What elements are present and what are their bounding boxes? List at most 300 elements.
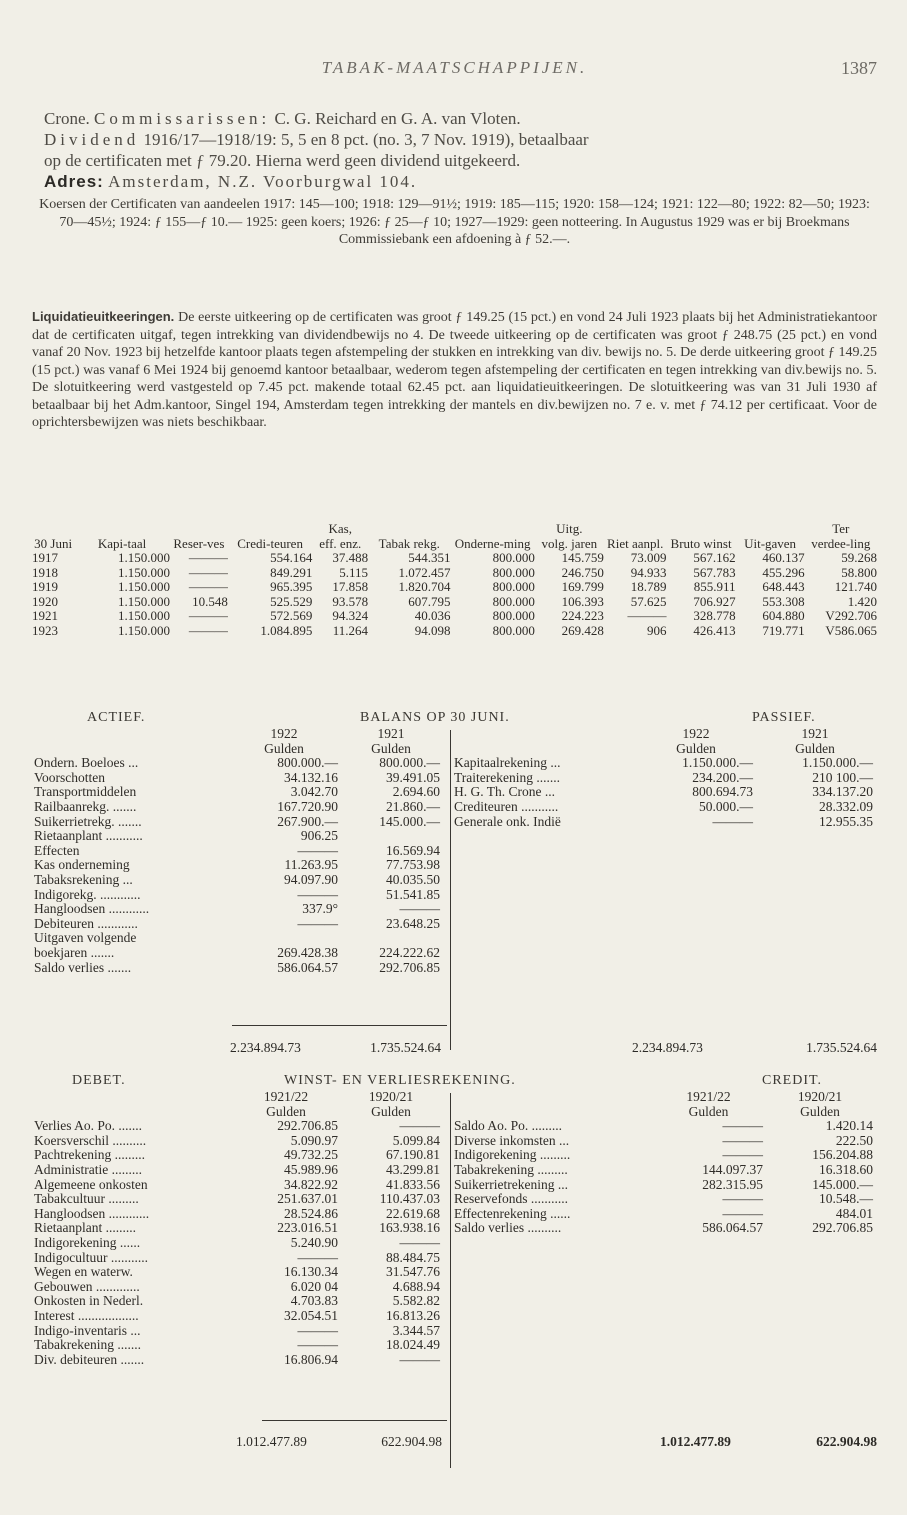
row-value: ——— bbox=[722, 1191, 763, 1207]
stats-year: 1923 bbox=[32, 622, 58, 638]
row-label: Indigorekening ...... bbox=[34, 1234, 141, 1250]
row-label: Tabakrekening ....... bbox=[34, 1337, 142, 1353]
row-value: 167.720.90 bbox=[277, 798, 338, 814]
winst-right-total-b: 622.904.98 bbox=[816, 1434, 877, 1449]
row-value: ——— bbox=[722, 1132, 763, 1148]
row-label: Effectenrekening ...... bbox=[454, 1205, 571, 1221]
stats-row bbox=[32, 624, 877, 639]
row-label: Suikerrietrekening ... bbox=[454, 1176, 568, 1192]
balans-actief-row bbox=[34, 756, 444, 771]
balans-passief-row bbox=[454, 815, 877, 830]
stats-value: ——— bbox=[188, 608, 228, 623]
commissioners-label: Commissarissen: bbox=[94, 109, 271, 128]
stats-value: 37.488 bbox=[332, 550, 369, 565]
stats-value: 1.150.000 bbox=[117, 593, 170, 609]
row-value: 6.020 04 bbox=[290, 1278, 338, 1294]
balans-actief-row bbox=[34, 931, 444, 946]
row-value: 1.420.14 bbox=[825, 1118, 873, 1134]
row-label: Tabaksrekening ... bbox=[34, 871, 133, 887]
winst-title: WINST- EN VERLIESREKENING. bbox=[284, 1073, 516, 1088]
row-value: 28.332.09 bbox=[819, 798, 873, 814]
row-value: 45.989.96 bbox=[284, 1161, 338, 1177]
balans-right-total-a: 2.234.894.73 bbox=[632, 1040, 703, 1055]
running-title: TABAK-MAATSCHAPPIJEN. bbox=[321, 58, 588, 77]
row-label: Indigo-inventaris ... bbox=[34, 1322, 141, 1338]
balans-actief-row bbox=[34, 888, 444, 903]
row-value: 16.130.34 bbox=[284, 1264, 338, 1280]
row-label: Debiteuren ............ bbox=[34, 915, 138, 931]
balans-actief-table bbox=[34, 727, 444, 975]
stats-value: 106.393 bbox=[561, 593, 604, 609]
row-value: 5.582.82 bbox=[392, 1293, 440, 1309]
stats-value: 607.795 bbox=[408, 593, 451, 609]
winst-left-total-a: 1.012.477.89 bbox=[236, 1434, 307, 1449]
stats-value: 269.428 bbox=[561, 622, 604, 638]
row-value: 586.064.57 bbox=[702, 1220, 763, 1236]
stats-header-cell: Uit-gaven bbox=[744, 535, 797, 551]
row-value bbox=[230, 931, 342, 946]
row-label: boekjaren ....... bbox=[34, 944, 115, 960]
row-value: 224.222.62 bbox=[379, 944, 440, 960]
year-col-b: 1920/21 bbox=[797, 1089, 843, 1104]
balans-passief-row bbox=[454, 785, 877, 800]
stats-value: 40.036 bbox=[414, 608, 451, 623]
stats-value: 567.162 bbox=[693, 550, 736, 565]
winst-debet-row bbox=[34, 1251, 444, 1266]
balans-passief-row bbox=[454, 756, 877, 771]
row-label: Uitgaven volgende bbox=[34, 930, 137, 946]
row-value: 163.938.16 bbox=[379, 1220, 440, 1236]
row-label: Hangloodsen ............ bbox=[34, 1205, 150, 1221]
stats-header-cell bbox=[170, 522, 228, 537]
stats-value: 224.223 bbox=[561, 608, 604, 623]
stats-header-cell bbox=[368, 522, 450, 537]
row-value: 40.035.50 bbox=[386, 871, 440, 887]
row-value: 16.806.94 bbox=[284, 1351, 338, 1367]
row-value: 49.732.25 bbox=[284, 1147, 338, 1163]
row-value: 41.833.56 bbox=[386, 1176, 440, 1192]
year-col-b: 1920/21 bbox=[368, 1089, 414, 1104]
stats-header-cell bbox=[450, 522, 534, 537]
winst-credit-row bbox=[454, 1148, 877, 1163]
passief-title: PASSIEF. bbox=[752, 710, 816, 725]
stats-value: ——— bbox=[188, 622, 228, 638]
winst-debet-row bbox=[34, 1265, 444, 1280]
row-value: 32.054.51 bbox=[284, 1307, 338, 1323]
page-number: 1387 bbox=[841, 58, 877, 78]
row-label: Suikerrietrekg. ....... bbox=[34, 813, 142, 829]
stats-header-cell: Tabak rekg. bbox=[378, 535, 440, 551]
row-value: 800.000.— bbox=[277, 755, 338, 771]
row-value bbox=[342, 931, 444, 946]
debet-title: DEBET. bbox=[72, 1073, 126, 1088]
row-label: Diverse inkomsten ... bbox=[454, 1132, 570, 1148]
row-value: ——— bbox=[297, 886, 338, 902]
row-value: ——— bbox=[297, 842, 338, 858]
stats-header-cell bbox=[604, 522, 667, 537]
winst-credit-row bbox=[454, 1134, 877, 1149]
running-header bbox=[32, 58, 877, 82]
row-value: 16.813.26 bbox=[386, 1307, 440, 1323]
winst-debet-row bbox=[34, 1324, 444, 1339]
row-label: Voorschotten bbox=[34, 769, 105, 785]
stats-header-cell: Reser-ves bbox=[173, 535, 225, 551]
winst-debet-row bbox=[34, 1221, 444, 1236]
stats-value: 553.308 bbox=[762, 593, 805, 609]
stats-value: 800.000 bbox=[492, 608, 535, 623]
stats-value: 93.578 bbox=[332, 593, 369, 609]
row-value: 145.000.— bbox=[812, 1176, 873, 1192]
unit-col-b: Gulden bbox=[800, 1103, 840, 1119]
stats-value: 73.009 bbox=[630, 550, 667, 565]
stats-value: 719.771 bbox=[762, 622, 805, 638]
stats-value: 1.150.000 bbox=[117, 564, 170, 580]
stats-header-cell: Onderne-ming bbox=[454, 535, 531, 551]
stats-header-cell bbox=[228, 522, 313, 537]
balans-actief-row bbox=[34, 771, 444, 786]
stats-value: 648.443 bbox=[762, 579, 805, 594]
balans-left-rule bbox=[232, 1025, 447, 1026]
stats-value: ——— bbox=[188, 550, 228, 565]
row-value: ——— bbox=[722, 1118, 763, 1134]
stats-value: 1.150.000 bbox=[117, 579, 170, 594]
address-line bbox=[44, 171, 877, 192]
row-value: 337.9° bbox=[302, 901, 338, 917]
stats-header-cell: Uitg. bbox=[556, 521, 583, 536]
winst-debet-row bbox=[34, 1207, 444, 1222]
row-value: 334.137.20 bbox=[812, 784, 873, 800]
credit-title: CREDIT. bbox=[762, 1073, 823, 1088]
row-value: 43.299.81 bbox=[386, 1161, 440, 1177]
stats-value: 1.420 bbox=[847, 593, 877, 609]
row-value: 251.637.01 bbox=[277, 1191, 338, 1207]
row-value: 156.204.88 bbox=[812, 1147, 873, 1163]
stats-value: 17.858 bbox=[332, 579, 369, 594]
year-col-b: 1921 bbox=[377, 726, 405, 741]
row-value: 144.097.37 bbox=[702, 1161, 763, 1177]
row-label: Hangloodsen ............ bbox=[34, 901, 150, 917]
stats-value: 58.800 bbox=[841, 564, 877, 580]
stats-value: 800.000 bbox=[492, 622, 535, 638]
row-label: Saldo verlies .......... bbox=[454, 1220, 562, 1236]
stats-year: 1921 bbox=[32, 608, 58, 623]
row-value: ——— bbox=[297, 1337, 338, 1353]
balans-actief-row bbox=[34, 785, 444, 800]
address-label: Adres: bbox=[44, 172, 104, 191]
row-value: 222.50 bbox=[835, 1132, 873, 1148]
winst-debet-row bbox=[34, 1148, 444, 1163]
stats-header-cell: verdee-ling bbox=[811, 535, 871, 551]
row-value: ——— bbox=[297, 915, 338, 931]
balans-passief-row bbox=[454, 800, 877, 815]
balans-actief-row bbox=[34, 858, 444, 873]
row-value: 67.190.81 bbox=[386, 1147, 440, 1163]
stats-value: 145.759 bbox=[561, 550, 604, 565]
balans-actief-row bbox=[34, 961, 444, 976]
row-label: Transportmiddelen bbox=[34, 784, 137, 800]
winst-credit-table bbox=[454, 1090, 877, 1236]
row-label: Interest .................. bbox=[34, 1307, 139, 1323]
row-label: Indigorekg. ............ bbox=[34, 886, 141, 902]
stats-value: 94.324 bbox=[332, 608, 369, 623]
stats-value: 59.268 bbox=[841, 550, 877, 565]
stats-value: V292.706 bbox=[825, 608, 877, 623]
winst-credit-row bbox=[454, 1178, 877, 1193]
row-value: 282.315.95 bbox=[702, 1176, 763, 1192]
row-label: Kas onderneming bbox=[34, 857, 130, 873]
stats-value: 94.098 bbox=[414, 622, 451, 638]
row-value: 34.822.92 bbox=[284, 1176, 338, 1192]
row-value: 4.688.94 bbox=[392, 1278, 440, 1294]
row-label: Wegen en waterw. bbox=[34, 1264, 133, 1280]
row-label: Administratie ......... bbox=[34, 1161, 142, 1177]
stats-header-cell: eff. enz. bbox=[319, 535, 362, 551]
winst-credit-row bbox=[454, 1192, 877, 1207]
row-value bbox=[342, 829, 444, 844]
stats-value: 246.750 bbox=[561, 564, 604, 580]
stats-value: 525.529 bbox=[270, 593, 313, 609]
winst-debet-row bbox=[34, 1163, 444, 1178]
year-col-a: 1921/22 bbox=[263, 1089, 309, 1104]
row-value: 5.099.84 bbox=[392, 1132, 440, 1148]
balans-divider bbox=[450, 730, 451, 1050]
winst-debet-row bbox=[34, 1119, 444, 1134]
stats-value: 800.000 bbox=[492, 593, 535, 609]
row-label: Div. debiteuren ....... bbox=[34, 1351, 145, 1367]
stats-value: 800.000 bbox=[492, 579, 535, 594]
stats-year: 1917 bbox=[32, 550, 58, 565]
row-value: 292.706.85 bbox=[277, 1118, 338, 1134]
balans-passief-row bbox=[454, 771, 877, 786]
row-value: ——— bbox=[399, 1351, 440, 1367]
row-value: 110.437.03 bbox=[379, 1191, 440, 1207]
stats-value: 572.569 bbox=[270, 608, 313, 623]
stats-row bbox=[32, 595, 877, 610]
row-value: 12.955.35 bbox=[819, 813, 873, 829]
row-value: 145.000.— bbox=[379, 813, 440, 829]
row-value: 3.344.57 bbox=[392, 1322, 440, 1338]
row-value: 16.318.60 bbox=[819, 1161, 873, 1177]
row-value: 267.900.— bbox=[277, 813, 338, 829]
stats-value: 169.799 bbox=[561, 579, 604, 594]
row-value: 223.016.51 bbox=[277, 1220, 338, 1236]
balans-actief-row bbox=[34, 873, 444, 888]
balans-actief-row bbox=[34, 902, 444, 917]
row-value: ——— bbox=[399, 1118, 440, 1134]
stats-value: 849.291 bbox=[270, 564, 313, 580]
winst-debet-table bbox=[34, 1090, 444, 1367]
stats-header-cell: 30 Juni bbox=[34, 535, 73, 551]
stats-value: V586.065 bbox=[825, 622, 877, 638]
winst-debet-row bbox=[34, 1192, 444, 1207]
stats-value: 18.789 bbox=[630, 579, 667, 594]
commissioners-text: C. G. Reichard en G. A. van Vloten. bbox=[274, 109, 521, 128]
balans-actief-row bbox=[34, 946, 444, 961]
stats-value: 800.000 bbox=[492, 550, 535, 565]
stats-value: 460.137 bbox=[762, 550, 805, 565]
stats-value: 1.150.000 bbox=[117, 608, 170, 623]
stats-value: 1.072.457 bbox=[398, 564, 451, 580]
unit-col-b: Gulden bbox=[371, 740, 411, 756]
row-value: 18.024.49 bbox=[386, 1337, 440, 1353]
winst-credit-row bbox=[454, 1163, 877, 1178]
stats-value: 57.625 bbox=[630, 593, 667, 609]
row-value: 94.097.90 bbox=[284, 871, 338, 887]
winst-credit-row bbox=[454, 1207, 877, 1222]
row-value: ——— bbox=[297, 1249, 338, 1265]
row-value: 50.000.— bbox=[699, 798, 753, 814]
stats-header-cell: Kapi-taal bbox=[97, 535, 147, 551]
stats-value: 10.548 bbox=[192, 593, 228, 609]
dividend-label: Dividend bbox=[44, 130, 140, 149]
stats-value: 1.820.704 bbox=[398, 579, 451, 594]
dividend-text: 1916/17—1918/19: 5, 5 en 8 pct. (no. 3, 7 Nov. 1919), betaalbaar bbox=[143, 130, 589, 149]
row-value: 5.090.97 bbox=[290, 1132, 338, 1148]
year-col-a: 1921/22 bbox=[686, 1089, 731, 1104]
liquidatie-block bbox=[32, 308, 877, 432]
row-value: ——— bbox=[297, 1322, 338, 1338]
stats-value: 1.150.000 bbox=[117, 550, 170, 565]
row-label: Reservefonds ........... bbox=[454, 1191, 568, 1207]
unit-col-a: Gulden bbox=[688, 1103, 729, 1119]
stats-value: 906 bbox=[647, 622, 667, 638]
balans-title: BALANS OP 30 JUNI. bbox=[360, 710, 510, 725]
row-label: Traiterekening ....... bbox=[454, 769, 560, 785]
winst-debet-row bbox=[34, 1309, 444, 1324]
stats-header-row bbox=[32, 522, 877, 537]
winst-debet-row bbox=[34, 1280, 444, 1295]
unit-col-b: Gulden bbox=[795, 740, 835, 756]
balans-passief-table bbox=[454, 727, 877, 829]
stats-header-cell bbox=[74, 522, 170, 537]
dividend-continuation: op de certificaten met ƒ 79.20. Hierna werd geen dividend uitgekeerd. bbox=[44, 151, 521, 170]
row-label: Railbaanrekg. ....... bbox=[34, 798, 137, 814]
stats-value: 455.296 bbox=[762, 564, 805, 580]
actief-title: ACTIEF. bbox=[87, 710, 146, 725]
balans-actief-row bbox=[34, 800, 444, 815]
row-label: Ondern. Boeloes ... bbox=[34, 755, 139, 771]
row-value: 10.548.— bbox=[819, 1191, 873, 1207]
liquidatie-text: De eerste uitkeering op de certificaten was groot ƒ 149.25 (15 pct.) en vond 24 Juli 1923 plaats bij het Administratiekantoor dat de certificaten uitgaf, tegen intrekking van dividendbewijs no 4. De tweede uitkeering op de certificaten was groot ƒ 248.75 (25 pct.) en vond vanaf 20 Nov. 1923 bij hetzelfde kantoor plaats tegen afstempeling der stukken en intrekking van div. bewijs no. 5. De derde uitkeering groot ƒ 149.25 (15 pct.) was vanaf 6 Mei 1924 bij genoemd kantoor betaalbaar, wederom tegen afstempeling der certificaten en tegen intrekking van div.bewijs no. 5. De slotuitkeering werd vastgesteld op 7.45 pct. makende totaal 62.45 pct. aan liquidatieuitkeeringen. De slotuitkeering was van 31 Juli 1930 af betaalbaar bij het Adm.kantoor, Singel 194, Amsterdam tegen intrekking der mantels en div.bewijzen no. 7 e. v. met ƒ 74.12 per certificaat. Voor de oprichtersbewijzen was niets beschikbaar. bbox=[32, 310, 878, 430]
row-label: Effecten bbox=[34, 842, 80, 858]
row-value: 23.648.25 bbox=[386, 915, 440, 931]
row-value: 210 100.— bbox=[812, 769, 873, 785]
row-value: 4.703.83 bbox=[290, 1293, 338, 1309]
dividend-line bbox=[44, 129, 877, 150]
row-value: 21.860.— bbox=[386, 798, 440, 814]
stats-value: 94.933 bbox=[630, 564, 667, 580]
koersen-block bbox=[32, 196, 877, 249]
stats-header-cell: Bruto winst bbox=[670, 535, 732, 551]
balans-actief-row bbox=[34, 829, 444, 844]
intro-block bbox=[44, 108, 877, 192]
unit-col-b: Gulden bbox=[371, 1103, 411, 1119]
winst-debet-row bbox=[34, 1294, 444, 1309]
row-value: 292.706.85 bbox=[812, 1220, 873, 1236]
row-value: 39.491.05 bbox=[386, 769, 440, 785]
row-label: Rietaanplant ........... bbox=[34, 828, 143, 844]
stats-value: 1.084.895 bbox=[260, 622, 313, 638]
balans-actief-row bbox=[34, 844, 444, 859]
stats-value: 567.783 bbox=[693, 564, 736, 580]
line-prefix: Crone. bbox=[44, 109, 90, 128]
stats-value: ——— bbox=[188, 579, 228, 594]
row-label: Algemeene onkosten bbox=[34, 1176, 148, 1192]
row-label: Verlies Ao. Po. ....... bbox=[34, 1118, 142, 1134]
winst-debet-row bbox=[34, 1178, 444, 1193]
row-value: ——— bbox=[399, 1234, 440, 1250]
stats-header-cell bbox=[667, 522, 736, 537]
balans-actief-row bbox=[34, 917, 444, 932]
winst-credit-row bbox=[454, 1119, 877, 1134]
stats-value: 5.115 bbox=[339, 564, 369, 580]
unit-col-a: Gulden bbox=[266, 1103, 306, 1119]
address-text: Amsterdam, N.Z. Voorburgwal 104. bbox=[108, 172, 418, 191]
stats-row bbox=[32, 566, 877, 581]
liquidatie-paragraph bbox=[32, 308, 877, 432]
winst-divider bbox=[450, 1093, 451, 1468]
row-value: 292.706.85 bbox=[379, 959, 440, 975]
winst-right-total-a: 1.012.477.89 bbox=[660, 1434, 731, 1449]
row-label: Tabakcultuur ......... bbox=[34, 1191, 139, 1207]
stats-value: 426.413 bbox=[693, 622, 736, 638]
balans-left-total-b: 1.735.524.64 bbox=[370, 1040, 441, 1055]
row-value: 1.150.000.— bbox=[682, 755, 753, 771]
row-value: 484.01 bbox=[835, 1205, 873, 1221]
row-label: Tabakrekening ......... bbox=[454, 1161, 568, 1177]
year-col-a: 1922 bbox=[682, 726, 710, 741]
row-value: 5.240.90 bbox=[290, 1234, 338, 1250]
row-value: 16.569.94 bbox=[386, 842, 440, 858]
statistics-table bbox=[32, 522, 877, 638]
row-value: 906.25 bbox=[300, 828, 338, 844]
stats-value: 706.927 bbox=[693, 593, 736, 609]
winst-left-total-b: 622.904.98 bbox=[381, 1434, 442, 1449]
stats-value: 328.778 bbox=[693, 608, 736, 623]
stats-header-cell: Riet aanpl. bbox=[607, 535, 664, 551]
stats-header-cell bbox=[736, 522, 805, 537]
row-value: 1.150.000.— bbox=[802, 755, 873, 771]
row-value: 3.042.70 bbox=[290, 784, 338, 800]
row-label: Saldo Ao. Po. ......... bbox=[454, 1118, 563, 1134]
row-label: Kapitaalrekening ... bbox=[454, 755, 561, 771]
row-label: Rietaanplant ......... bbox=[34, 1220, 136, 1236]
stats-value: ——— bbox=[627, 608, 667, 623]
stats-year: 1919 bbox=[32, 579, 58, 594]
row-value: 800.694.73 bbox=[692, 784, 753, 800]
stats-year: 1920 bbox=[32, 593, 58, 609]
row-label: Indigocultuur ........... bbox=[34, 1249, 148, 1265]
row-label: Indigorekening ......... bbox=[454, 1147, 571, 1163]
stats-row bbox=[32, 609, 877, 624]
stats-value: 554.164 bbox=[270, 550, 313, 565]
stats-header-cell: Credi-teuren bbox=[237, 535, 303, 551]
stats-value: 965.395 bbox=[270, 579, 313, 594]
row-label: Onkosten in Nederl. bbox=[34, 1293, 144, 1309]
stats-value: 855.911 bbox=[693, 579, 736, 594]
winst-debet-row bbox=[34, 1236, 444, 1251]
stats-year: 1918 bbox=[32, 564, 58, 580]
row-value: ——— bbox=[722, 1147, 763, 1163]
stats-value: 544.351 bbox=[408, 550, 451, 565]
row-value: 34.132.16 bbox=[284, 769, 338, 785]
winst-left-rule bbox=[262, 1420, 447, 1421]
unit-col-a: Gulden bbox=[264, 740, 304, 756]
row-value: 28.524.86 bbox=[284, 1205, 338, 1221]
stats-row bbox=[32, 551, 877, 566]
row-value: 800.000.— bbox=[379, 755, 440, 771]
stats-header-row bbox=[32, 537, 877, 552]
